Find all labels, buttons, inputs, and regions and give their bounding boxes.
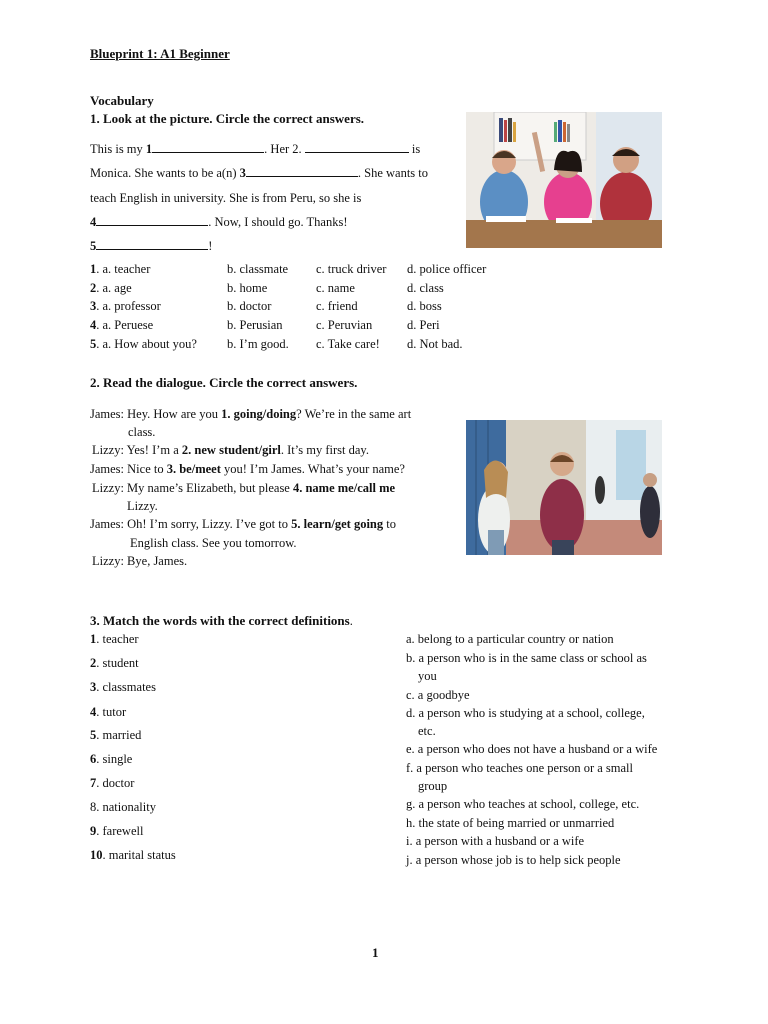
choice-3[interactable]: 3. be/meet: [166, 462, 221, 476]
option-4b[interactable]: b. Perusian: [227, 318, 283, 332]
option-2d[interactable]: d. class: [407, 281, 444, 295]
definition-item[interactable]: i. a person with a husband or a wife: [406, 834, 585, 848]
dialogue-line: class.: [128, 425, 156, 439]
dialogue-line: James: Nice to 3. be/meet you! I’m James. What’s your name?: [90, 462, 405, 476]
option-1a[interactable]: . a. teacher: [96, 262, 151, 276]
definition-item[interactable]: f. a person who teaches one person or a small: [406, 761, 634, 775]
cloze-line-5: 5 !: [90, 239, 213, 253]
word-item[interactable]: 10. marital status: [90, 848, 176, 862]
dialogue-line: English class. See you tomorrow.: [130, 536, 297, 550]
page-number: 1: [372, 945, 379, 960]
blank-1[interactable]: [152, 142, 264, 153]
definition-item[interactable]: d. a person who is studying at a school, college,: [406, 706, 645, 720]
blank-3[interactable]: [246, 166, 358, 177]
option-row: 3. a. professor: [90, 299, 161, 313]
classroom-photo: [466, 112, 662, 248]
word-item[interactable]: 3. classmates: [90, 680, 156, 694]
word-item[interactable]: 4. tutor: [90, 705, 127, 719]
cloze-line-4: 4 . Now, I should go. Thanks!: [90, 215, 348, 229]
dialogue-line: Lizzy: Bye, James.: [92, 554, 188, 568]
word-item[interactable]: 9. farewell: [90, 824, 144, 838]
choice-5[interactable]: 5. learn/get going: [291, 517, 384, 531]
vocabulary-heading: Vocabulary: [90, 93, 154, 108]
word-item[interactable]: 2. student: [90, 656, 139, 670]
definition-item[interactable]: e. a person who does not have a husband or a wife: [406, 742, 658, 756]
hallway-photo: [466, 420, 662, 555]
definition-item[interactable]: b. a person who is in the same class or school as: [406, 651, 647, 665]
dialogue-line: James: Hey. How are you 1. going/doing? We’re in the same art: [90, 407, 412, 421]
blank-4[interactable]: [96, 215, 208, 226]
definition-item[interactable]: j. a person whose job is to help sick people: [406, 853, 621, 867]
option-row: 4. a. Peruese: [90, 318, 154, 332]
cloze-line-3: teach English in university. She is from Peru, so she is: [90, 191, 362, 205]
definition-item-cont: you: [418, 669, 437, 683]
option-3b[interactable]: b. doctor: [227, 299, 272, 313]
option-2c[interactable]: c. name: [316, 281, 355, 295]
choice-2[interactable]: 2. new student/girl: [181, 443, 281, 457]
exercise-3-heading: 3. Match the words with the correct definitions.: [90, 613, 353, 628]
option-4d[interactable]: d. Peri: [407, 318, 440, 332]
dialogue-line: Lizzy: Yes! I’m a 2. new student/girl. It’s my first day.: [92, 443, 369, 457]
option-2b[interactable]: b. home: [227, 281, 268, 295]
option-row: 2. a. age: [90, 281, 132, 295]
definition-item[interactable]: c. a goodbye: [406, 688, 470, 702]
option-4c[interactable]: c. Peruvian: [316, 318, 373, 332]
word-item[interactable]: 1. teacher: [90, 632, 139, 646]
option-4a[interactable]: . a. Peruese: [96, 318, 154, 332]
word-item[interactable]: 7. doctor: [90, 776, 135, 790]
exercise-1-heading: 1. Look at the picture. Circle the correct answers.: [90, 111, 365, 126]
choice-1[interactable]: 1. going/doing: [221, 407, 297, 421]
option-3a[interactable]: . a. professor: [96, 299, 161, 313]
choice-4[interactable]: 4. name me/call me: [292, 481, 396, 495]
dialogue-line: Lizzy: My name’s Elizabeth, but please 4. name me/call me: [92, 481, 396, 495]
document-title: Blueprint 1: A1 Beginner: [90, 46, 230, 61]
word-item[interactable]: 8. nationality: [90, 800, 156, 814]
definition-item-cont: group: [418, 779, 448, 793]
blank-2[interactable]: [305, 142, 409, 153]
exercise-2-heading: 2. Read the dialogue. Circle the correct answers.: [90, 375, 358, 390]
option-5b[interactable]: b. I’m good.: [227, 337, 289, 351]
option-5d[interactable]: d. Not bad.: [407, 337, 463, 351]
option-2a[interactable]: . a. age: [96, 281, 132, 295]
option-5c[interactable]: c. Take care!: [316, 337, 380, 351]
option-1d[interactable]: d. police officer: [407, 262, 487, 276]
definition-item[interactable]: h. the state of being married or unmarried: [406, 816, 615, 830]
option-3c[interactable]: c. friend: [316, 299, 358, 313]
definition-item-cont: etc.: [418, 724, 436, 738]
definition-item[interactable]: a. belong to a particular country or nation: [406, 632, 614, 646]
cloze-line-1: This is my 1 . Her 2. is: [90, 142, 421, 156]
word-item[interactable]: 5. married: [90, 728, 142, 742]
option-1b[interactable]: b. classmate: [227, 262, 289, 276]
blank-5[interactable]: [96, 239, 208, 250]
option-row: 5. a. How about you?: [90, 337, 197, 351]
option-5a[interactable]: . a. How about you?: [96, 337, 197, 351]
option-row: 1. a. teacher: [90, 262, 151, 276]
dialogue-line: Lizzy.: [127, 499, 158, 513]
dialogue-line: James: Oh! I’m sorry, Lizzy. I’ve got to 5. learn/get going to: [90, 517, 396, 531]
word-item[interactable]: 6. single: [90, 752, 133, 766]
option-1c[interactable]: c. truck driver: [316, 262, 387, 276]
option-3d[interactable]: d. boss: [407, 299, 442, 313]
cloze-line-2: Monica. She wants to be a(n) 3 . She wants to: [90, 166, 429, 180]
definition-item[interactable]: g. a person who teaches at school, college, etc.: [406, 797, 640, 811]
